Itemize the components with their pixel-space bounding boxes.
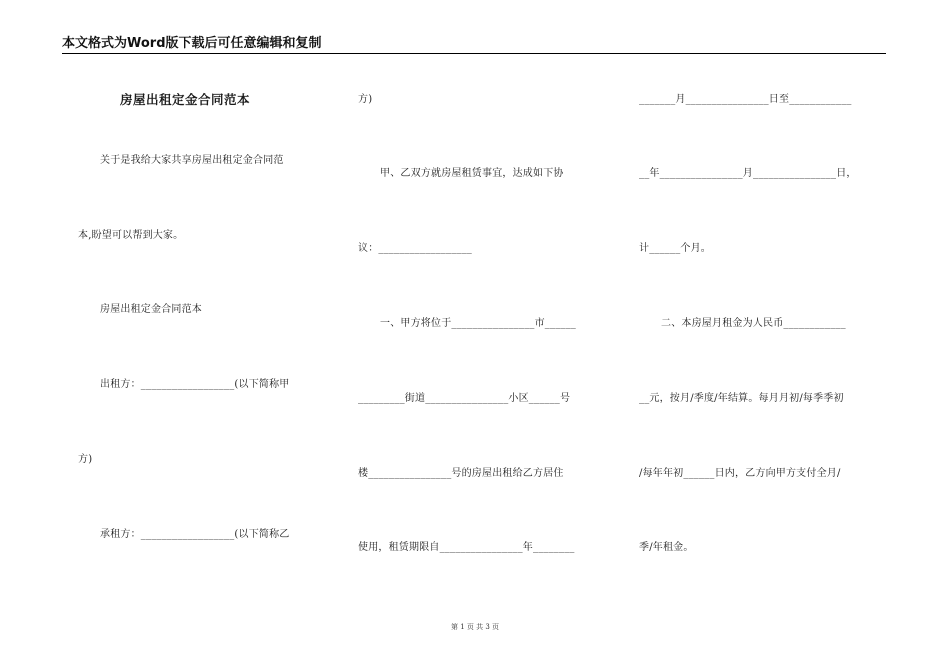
- paragraph-line: 甲、乙双方就房屋租赁事宜，达成如下协: [380, 168, 564, 179]
- page-number: 第 1 页 共 3 页: [450, 623, 500, 631]
- paragraph-line: 出租方：__________________(以下简称甲: [100, 379, 290, 390]
- document-header: 本文格式为Word版下载后可任意编辑和复制: [62, 36, 886, 54]
- paragraph-line: 楼________________号的房屋出租给乙方居住: [358, 468, 564, 479]
- paragraph-line: __元，按月/季度/年结算。每月月初/每季季初: [639, 393, 844, 404]
- paragraph-line: __年________________月________________日，: [639, 168, 857, 179]
- paragraph-line: 房屋出租定金合同范本: [100, 304, 202, 315]
- paragraph-line: 使用，租赁期限自________________年________: [358, 542, 575, 553]
- paragraph-line: 议：__________________: [358, 243, 472, 254]
- paragraph-line: 计______个月。: [639, 243, 711, 254]
- paragraph-line: /每年年初______日内，乙方向甲方支付全月/: [639, 468, 841, 479]
- paragraph-line: 二、本房屋月租金为人民币____________: [661, 318, 846, 329]
- paragraph-line: 方): [358, 94, 373, 105]
- paragraph-line: 方): [78, 454, 93, 465]
- document-title: 房屋出租定金合同范本: [120, 92, 251, 107]
- paragraph-line: 承租方：__________________(以下简称乙: [100, 529, 290, 540]
- paragraph-line: 季/年租金。: [639, 542, 694, 553]
- paragraph-line: 关于是我给大家共享房屋出租定金合同范: [100, 155, 284, 166]
- paragraph-line: _________街道________________小区______号: [358, 393, 571, 404]
- paragraph-line: 一、甲方将位于________________市______: [380, 318, 576, 329]
- paragraph-line: _______月________________日至____________: [639, 94, 852, 105]
- paragraph-line: 本,盼望可以帮到大家。: [78, 230, 184, 241]
